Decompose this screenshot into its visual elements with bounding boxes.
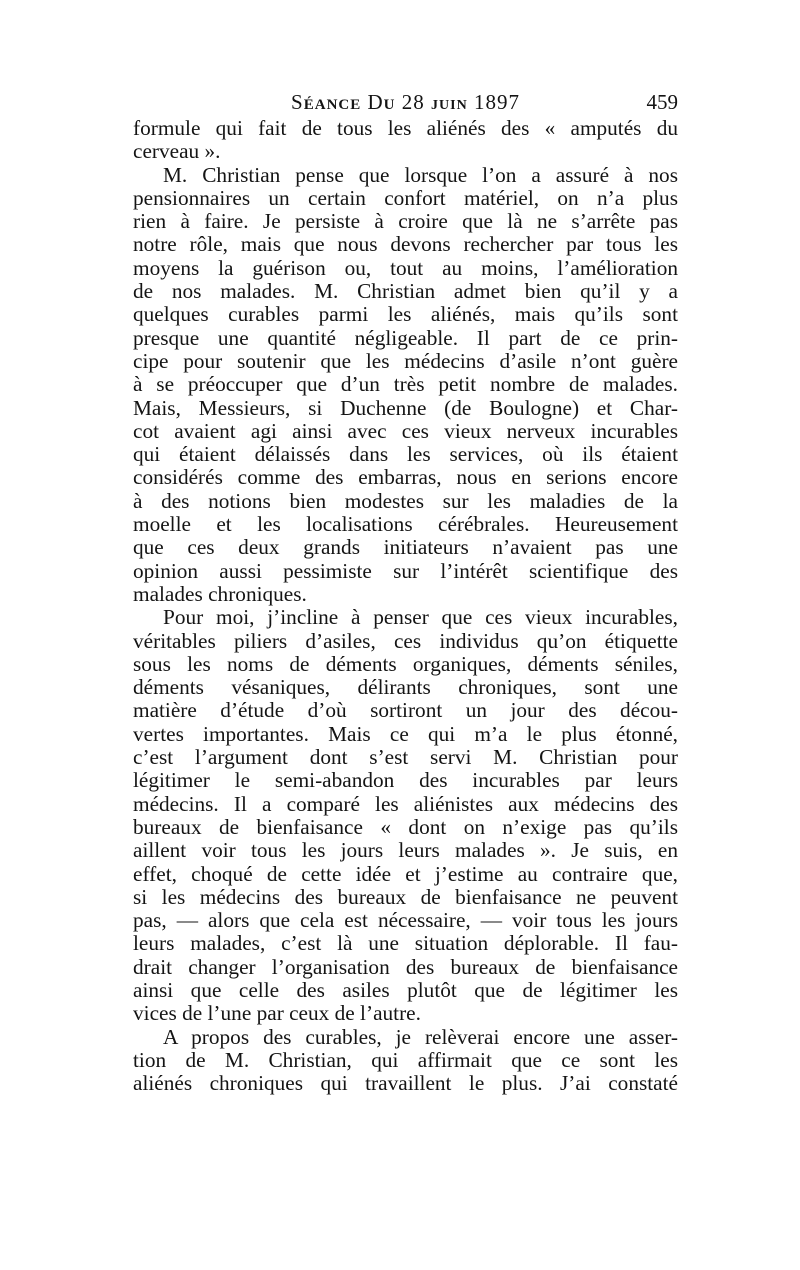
text-line: aillent voir tous les jours leurs malades ». Je suis, en <box>133 838 678 863</box>
text-line: si les médecins des bureaux de bienfaisance ne peuvent <box>133 884 678 909</box>
text-line: vices de l’une par ceux de l’autre. <box>133 1001 421 1026</box>
text-line: notre rôle, mais que nous devons rechercher par tous les <box>133 232 678 257</box>
running-title-part: S <box>291 90 304 114</box>
running-title-part: 28 <box>395 90 432 114</box>
page-number: 459 <box>646 90 678 114</box>
running-title <box>133 90 678 115</box>
text-line: drait changer l’organisation des bureaux de bienfaisance <box>133 954 678 979</box>
running-title-part: 1897 <box>467 90 520 114</box>
text-line: tion de M. Christian, qui affirmait que ce sont les <box>133 1047 678 1072</box>
text-line: A propos des curables, je relèverai encore une asser- <box>163 1024 678 1049</box>
text-line: bureaux de bienfaisance « dont on n’exige pas qu’ils <box>133 814 678 839</box>
text-line: qui étaient délaissés dans les services, où ils étaient <box>133 442 678 467</box>
text-line: malades chroniques. <box>133 581 307 606</box>
text-line: pas, — alors que cela est nécessaire, — voir tous les jours <box>133 908 678 933</box>
text-line: à des notions bien modestes sur les maladies de la <box>133 488 678 513</box>
text-line: véritables piliers d’asiles, ces individus qu’on étiquette <box>133 628 678 653</box>
text-line: Pour moi, j’incline à penser que ces vieux incurables, <box>163 605 678 630</box>
running-title-part: JUIN <box>431 98 468 113</box>
text-line: moyens la guérison ou, tout au moins, l’amélioration <box>133 255 678 280</box>
text-line: cerveau ». <box>133 139 221 164</box>
text-line: aliénés chroniques qui travaillent le plus. J’ai constaté <box>133 1071 678 1096</box>
text-line: matière d’étude d’où sortiront un jour des décou- <box>133 698 678 723</box>
text-line: opinion aussi pessimiste sur l’intérêt scientifique des <box>133 558 678 583</box>
text-line: que ces deux grands initiateurs n’avaient pas une <box>133 535 678 560</box>
running-title-part: ÉANCE <box>303 97 362 113</box>
text-line: leurs malades, c’est là une situation déplorable. Il fau- <box>133 931 678 956</box>
text-line: ainsi que celle des asiles plutôt que de légitimer les <box>133 977 678 1002</box>
text-line: formule qui fait de tous les aliénés des « amputés du <box>133 116 678 140</box>
text-line: rien à faire. Je persiste à croire que là ne s’arrête pas <box>133 209 678 234</box>
text-line: cipe pour soutenir que les médecins d’asile n’ont guère <box>133 348 678 373</box>
running-title-part: U <box>383 97 396 113</box>
text-line: considérés comme des embarras, nous en serions encore <box>133 465 678 490</box>
text-line: presque une quantité négligeable. Il part de ce prin- <box>133 325 678 350</box>
text-line: pensionnaires un certain confort matériel, on n’a plus <box>133 185 678 210</box>
text-line: Mais, Messieurs, si Duchenne (de Boulogne) et Char- <box>133 395 678 420</box>
text-line: sous les noms de déments organiques, déments séniles, <box>133 651 678 676</box>
text-line: légitimer le semi-abandon des incurables par leurs <box>133 768 678 793</box>
text-line: cot avaient agi ainsi avec ces vieux nerveux incurables <box>133 418 678 443</box>
text-line: vertes importantes. Mais ce qui m’a le plus étonné, <box>133 721 678 746</box>
text-line: médecins. Il a comparé les aliénistes aux médecins des <box>133 791 678 816</box>
body-text <box>133 117 678 1095</box>
text-line: de nos malades. M. Christian admet bien qu’il y a <box>133 279 678 304</box>
text-line: déments vésaniques, délirants chroniques, sont une <box>133 675 678 700</box>
text-line: effet, choqué de cette idée et j’estime au contraire que, <box>133 861 678 886</box>
text-line: à se préoccuper que d’un très petit nombre de malades. <box>133 372 678 397</box>
text-line: M. Christian pense que lorsque l’on a assuré à nos <box>163 162 678 187</box>
text-line: c’est l’argument dont s’est servi M. Christian pour <box>133 745 678 770</box>
running-title-part: D <box>361 90 384 114</box>
text-line: quelques curables parmi les aliénés, mais qu’ils sont <box>133 302 678 327</box>
text-line: moelle et les localisations cérébrales. Heureusement <box>133 512 678 537</box>
